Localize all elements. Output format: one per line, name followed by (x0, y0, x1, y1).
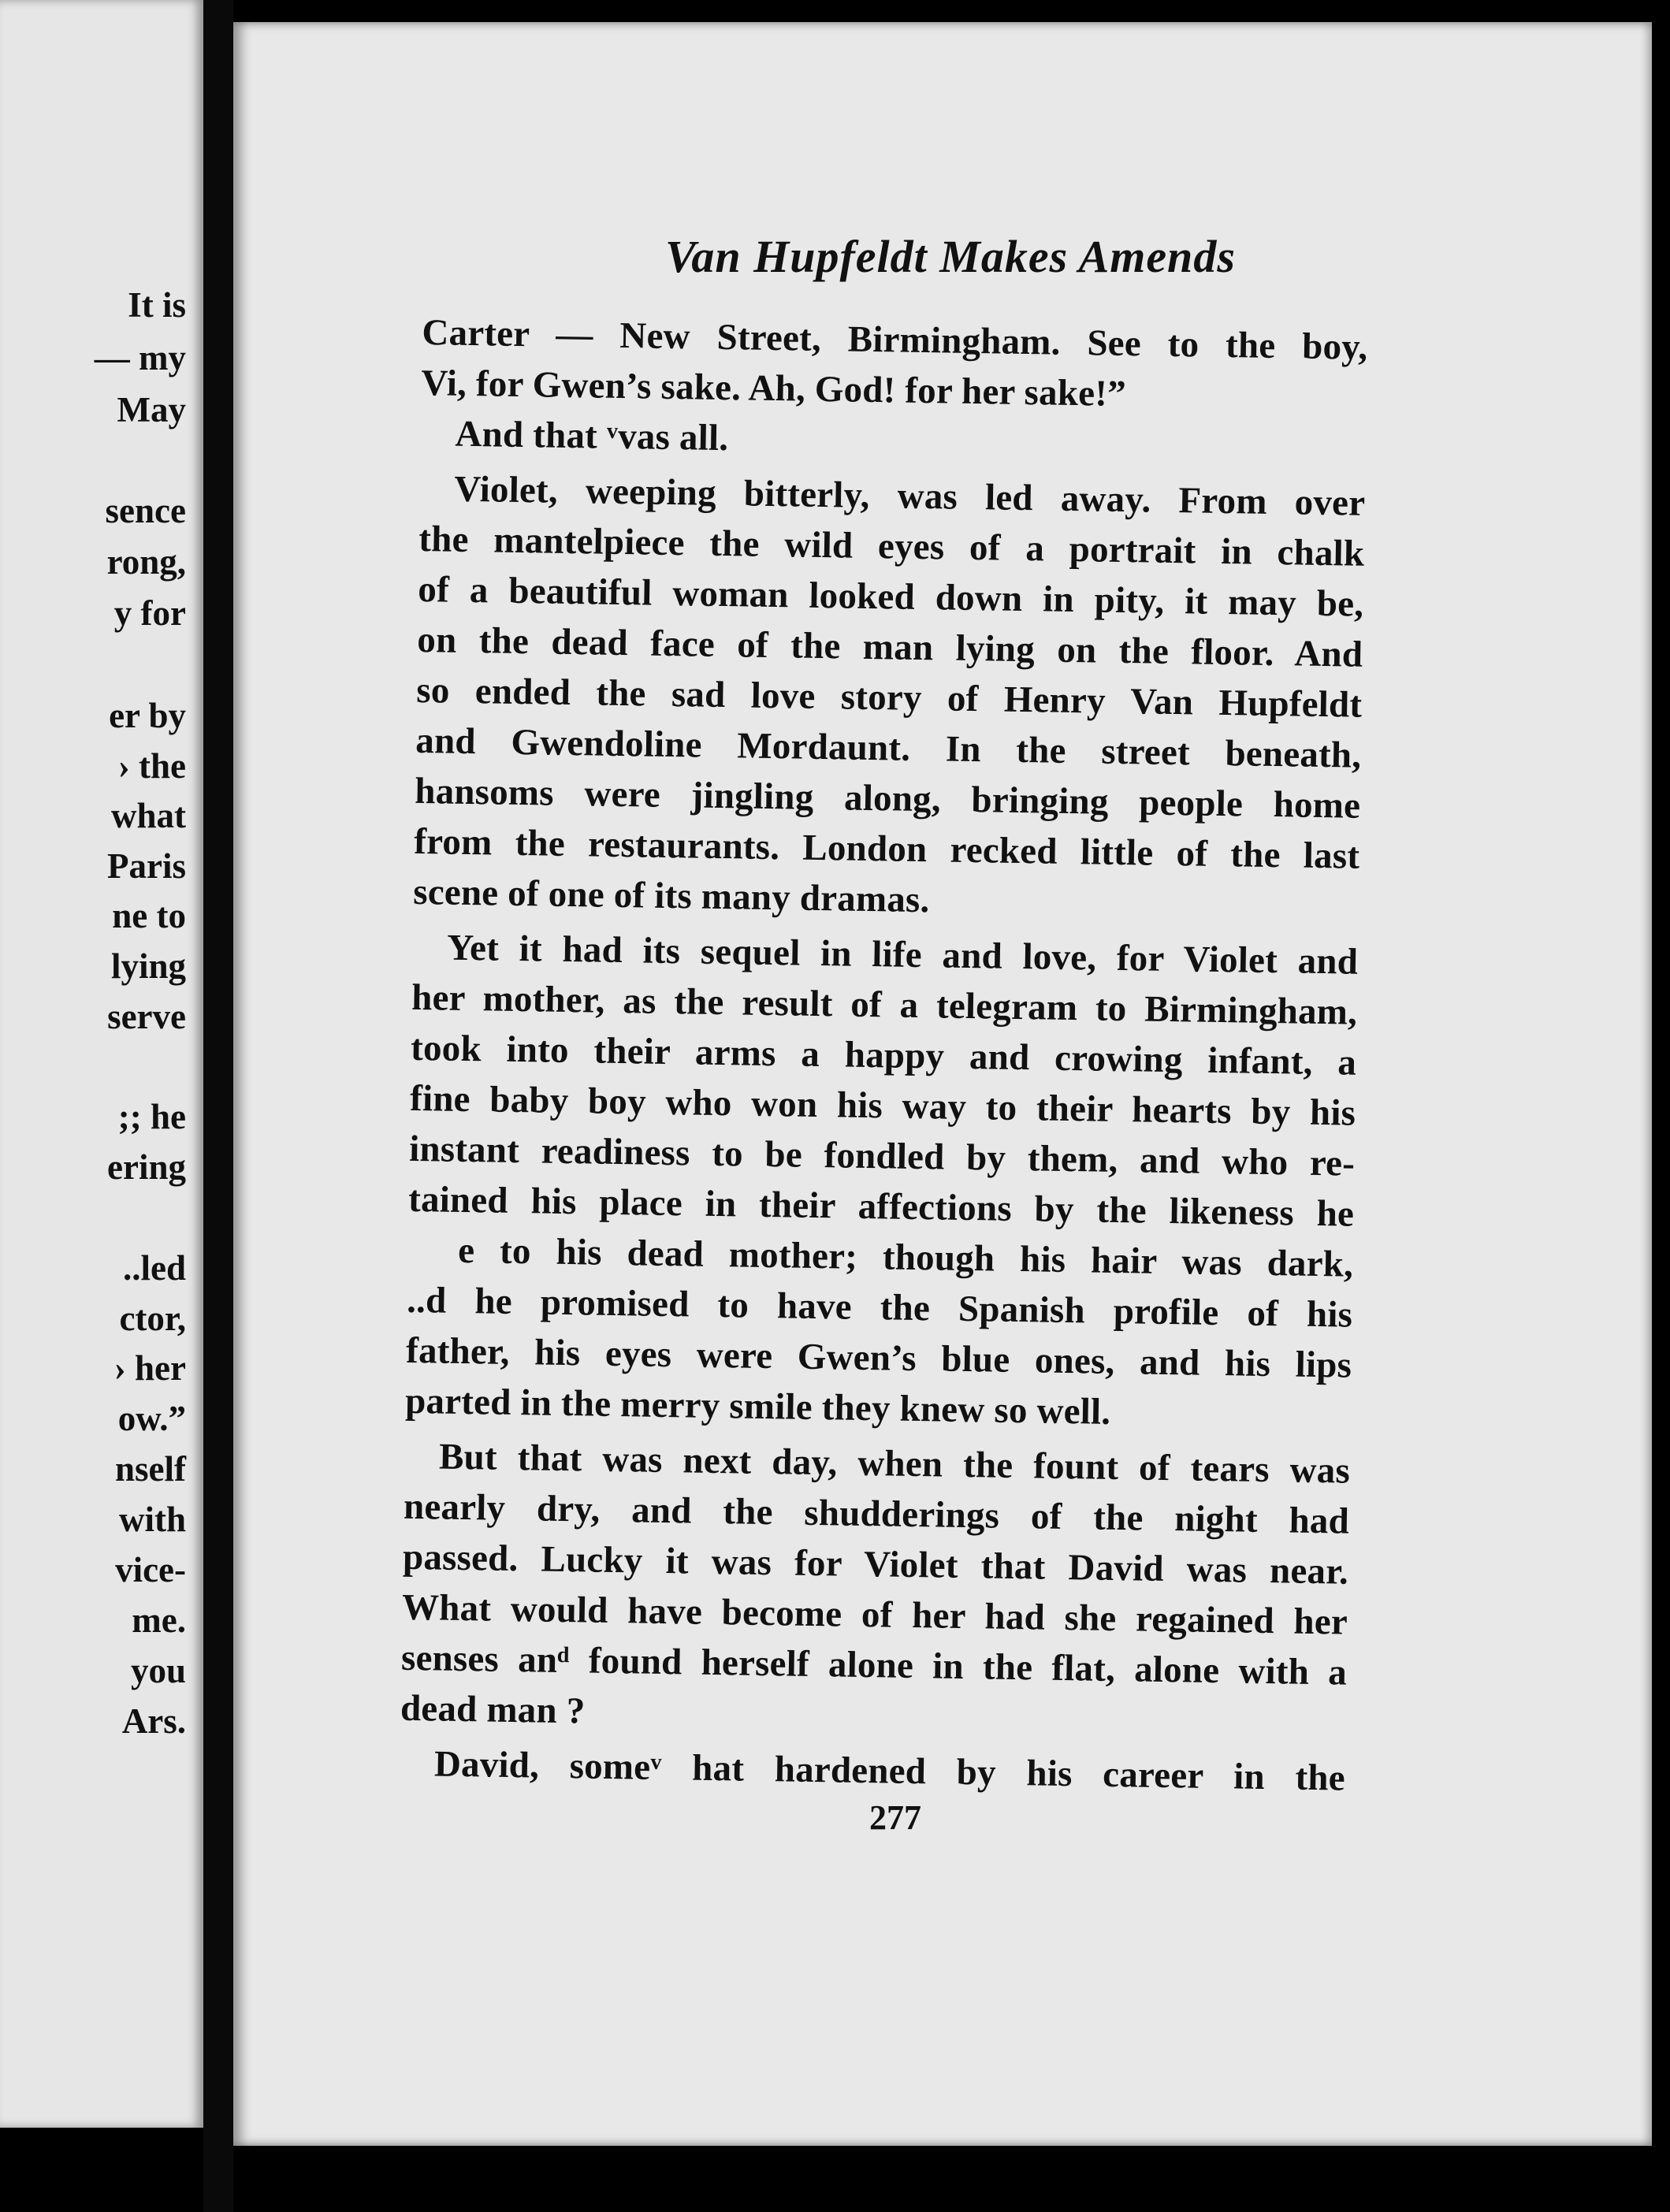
text-line: the mantelpiece the wild eyes of a portrait in chalk (418, 518, 1365, 574)
text-line: tained his place in their affections by the likeness he (407, 1178, 1355, 1235)
left-line-fragment: ctor, (119, 1299, 186, 1338)
left-line-fragment: It is (128, 285, 186, 325)
text-line: and Gwendoline Mordaunt. In the street beneath, (415, 719, 1362, 776)
text-line: senses anᵈ found herself alone in the flat, alone with a (400, 1637, 1348, 1693)
text-line: passed. Lucky it was for Violet that David was near. (402, 1536, 1349, 1593)
left-line-fragment: with (118, 1500, 186, 1539)
text-line: so ended the sad love story of Henry Van Hupfeldt (415, 669, 1363, 726)
left-page (0, 0, 203, 2128)
left-line-fragment: ering (107, 1147, 186, 1187)
text-line: father, his eyes were Gwen’s blue ones, and his lips (405, 1329, 1352, 1386)
text-line: e to his dead mother; though his hair was dark, (457, 1229, 1354, 1285)
text-line: dead man ? (400, 1687, 586, 1732)
text-line: of a beautiful woman looked down in pity, it may be, (417, 568, 1364, 625)
left-line-fragment: y for (113, 593, 186, 633)
text-line: And that ᵛvas all. (455, 413, 729, 459)
binding-gutter (203, 0, 233, 2212)
left-line-fragment: ow.” (117, 1399, 186, 1438)
text-line: on the dead face of the man lying on the floor. And (416, 619, 1363, 675)
text-line: What would have become of her had she regained her (401, 1586, 1348, 1643)
text-line: Violet, weeping bitterly, was led away. From over (453, 468, 1366, 524)
right-page (233, 22, 1652, 2146)
left-line-fragment: vice- (115, 1550, 186, 1589)
left-line-fragment: me. (132, 1600, 186, 1640)
body-text (399, 307, 1367, 1804)
text-line: parted in the merry smile they knew so well. (404, 1380, 1111, 1433)
text-line: Carter — New Street, Birmingham. See to the boy, (422, 311, 1368, 368)
text-line: took into their arms a happy and crowing infant, a (410, 1027, 1357, 1084)
left-line-fragment: sence (105, 491, 186, 530)
text-line: nearly dry, and the shudderings of the night had (403, 1485, 1350, 1542)
left-line-fragment: ..led (122, 1248, 186, 1288)
left-line-fragment: er by (109, 696, 186, 735)
text-line: But that was next day, when the fount of tears was (438, 1436, 1351, 1492)
left-line-fragment: rong, (106, 542, 186, 582)
left-line-fragment: serve (107, 997, 186, 1036)
left-line-fragment: lying (110, 946, 186, 986)
left-line-fragment: ;; he (117, 1097, 186, 1136)
text-line: instant readiness to be fondled by them, and who re- (408, 1128, 1356, 1184)
text-line: Yet it had its sequel in life and love, for Violet and (446, 927, 1359, 983)
left-line-fragment: › the (117, 746, 186, 786)
left-line-fragment: Ars. (121, 1701, 186, 1741)
text-line: from the restaurants. London recked little of the last (413, 820, 1360, 877)
text-line: ..d he promised to have the Spanish profile of his (406, 1279, 1353, 1336)
left-line-fragment: — my (94, 338, 186, 377)
text-line: scene of one of its many dramas. (412, 871, 930, 921)
page-number: 277 (869, 1798, 921, 1837)
text-line: her mother, as the result of a telegram to Birmingham, (411, 976, 1358, 1033)
left-line-fragment: nself (115, 1449, 186, 1489)
left-line-fragment: what (110, 796, 186, 835)
text-line: David, someᵛ hat hardened by his career in the (433, 1743, 1346, 1799)
text-line: fine baby boy who won his way to their hearts by his (409, 1077, 1356, 1134)
text-line: Vi, for Gwen’s sake. Ah, God! for her sake!” (421, 362, 1127, 415)
left-line-fragment: you (130, 1651, 186, 1690)
text-line: hansoms were jingling along, bringing people home (414, 770, 1361, 827)
running-head: Van Hupfeldt Makes Amends (665, 231, 1236, 282)
left-line-fragment: May (117, 390, 186, 429)
left-line-fragment: ne to (112, 896, 186, 935)
left-line-fragment: Paris (107, 846, 186, 886)
left-line-fragment: › her (113, 1348, 186, 1388)
